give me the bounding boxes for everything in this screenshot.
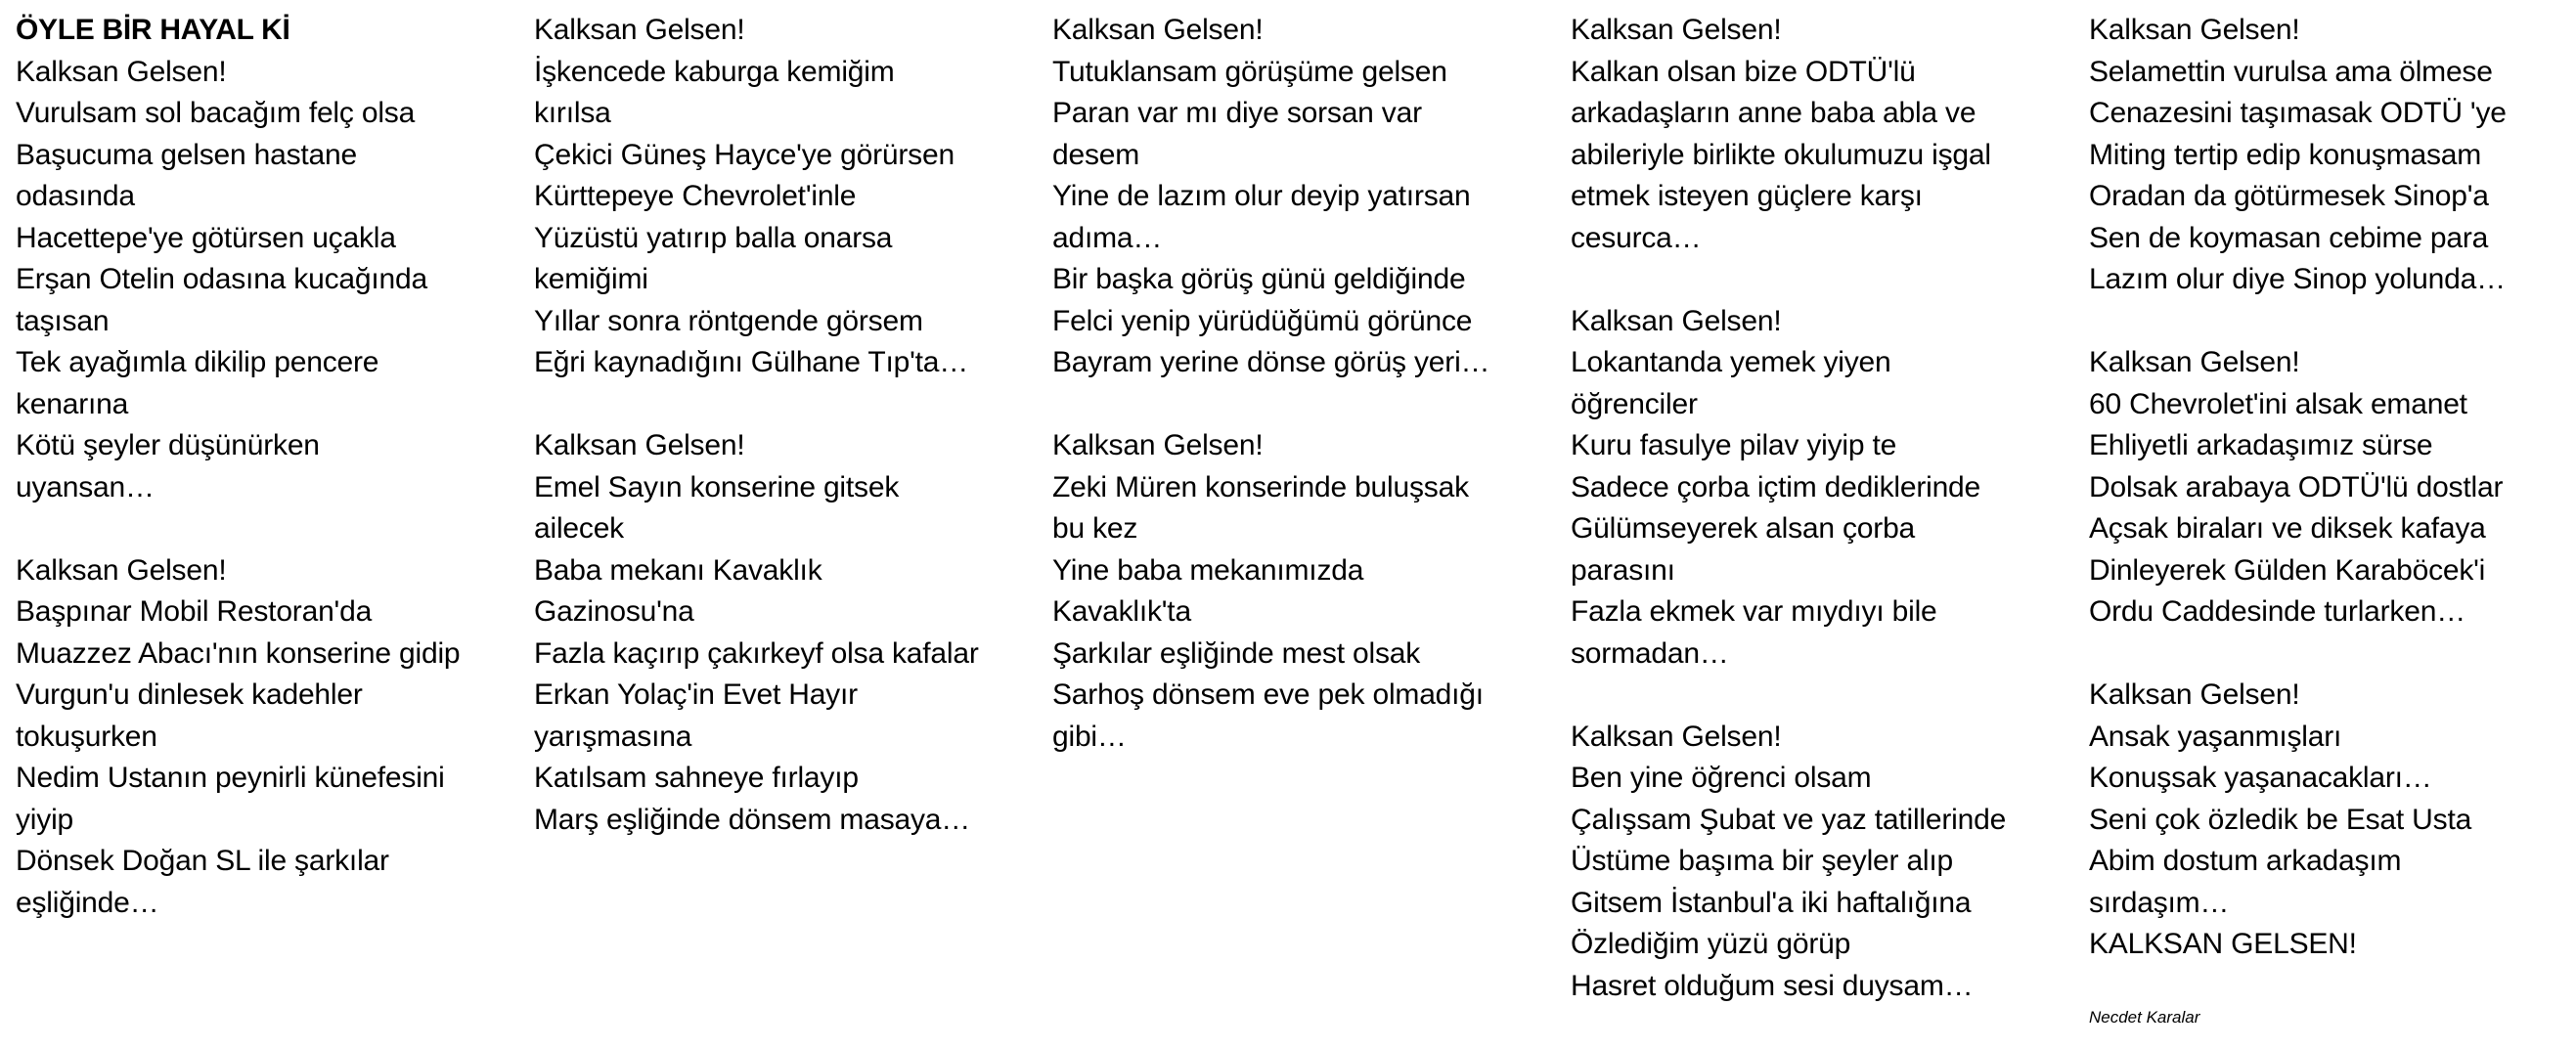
stanza	[2089, 10, 2576, 301]
poem-line: Konuşsak yaşanacakları…	[2089, 762, 2432, 794]
poem-line: Kalksan Gelsen!	[534, 14, 745, 46]
poem-line: Kavaklık'ta	[1052, 595, 1191, 628]
poem-line: Kalksan Gelsen!	[2089, 14, 2300, 46]
poem-line: Felci yenip yürüdüğümü görünce	[1052, 304, 1473, 337]
poem-line: Baba mekanı Kavaklık	[534, 553, 822, 587]
stanza	[534, 425, 1047, 841]
poem-line: İşkencede kaburga kemiğim	[534, 55, 895, 88]
poem-line: Vurgun'u dinlesek kadehler	[16, 678, 363, 711]
poem-line: Sen de koymasan cebime para	[2089, 221, 2489, 254]
poem-line: ailecek	[534, 512, 624, 545]
poem-line: Ehliyetli arkadaşımız sürse	[2089, 429, 2433, 461]
stanza	[16, 52, 529, 509]
poem-column-4	[1571, 10, 2084, 1049]
poem-line: Selamettin vurulsa ama ölmese	[2089, 55, 2493, 88]
poem-line: tokuşurken	[16, 720, 157, 753]
poem-line: arkadaşların anne baba abla ve	[1571, 97, 1976, 129]
poem-line: Kalksan Gelsen!	[1571, 720, 1782, 753]
poem-line: taşısan	[16, 304, 110, 337]
poem-line: Fazla kaçırıp çakırkeyf olsa kafalar	[534, 636, 979, 670]
stanza	[1571, 717, 2084, 1008]
poem-column-1	[16, 10, 529, 966]
poem-line: Kalksan Gelsen!	[16, 553, 227, 587]
poem-line: Dönsek Doğan SL ile şarkılar	[16, 845, 389, 877]
poem-line: Sadece çorba içtim dediklerinde	[1571, 470, 1981, 503]
poem-line: Kalksan Gelsen!	[1571, 304, 1782, 337]
poem-line: Marş eşliğinde dönsem masaya…	[534, 803, 971, 836]
poem-title: ÖYLE BİR HAYAL Kİ	[16, 14, 290, 46]
poem-line: Hasret olduğum sesi duysam…	[1571, 969, 1974, 1002]
poem-line: Ben yine öğrenci olsam	[1571, 762, 1872, 794]
poem-line: Abim dostum arkadaşım	[2089, 845, 2402, 877]
stanza	[1571, 301, 2084, 676]
poem-line: yarışmasına	[534, 720, 692, 753]
poem-line: desem	[1052, 138, 1140, 171]
poem-line: Lazım olur diye Sinop yolunda…	[2089, 263, 2506, 295]
poem-line: Miting tertip edip konuşmasam	[2089, 138, 2482, 171]
poem-line: Erkan Yolaç'in Evet Hayır	[534, 678, 858, 711]
poem-line: Çalışsam Şubat ve yaz tatillerinde	[1571, 803, 2007, 836]
poem-line: Emel Sayın konserine gitsek	[534, 470, 900, 503]
poem-line: Tek ayağımla dikilip pencere	[16, 346, 379, 378]
poem-line: sırdaşım…	[2089, 886, 2230, 919]
author-signature: Necdet Karalar	[2089, 1008, 2200, 1027]
poem-line: adıma…	[1052, 221, 1163, 254]
poem-line: Çekici Güneş Hayce'ye görürsen	[534, 138, 955, 171]
poem-line: KALKSAN GELSEN!	[2089, 928, 2357, 960]
poem-line: Yıllar sonra röntgende görsem	[534, 304, 923, 337]
poem-line: Kalkan olsan bize ODTÜ'lü	[1571, 55, 1916, 88]
poem-line: Başpınar Mobil Restoran'da	[16, 595, 373, 628]
poem-line: Dinleyerek Gülden Karaböcek'i	[2089, 553, 2486, 587]
poem-line: Muazzez Abacı'nın konserine gidip	[16, 636, 461, 670]
poem-line: Kürttepeye Chevrolet'inle	[534, 180, 857, 212]
poem-column-3	[1052, 10, 1566, 800]
poem-line: Kuru fasulye pilav yiyip te	[1571, 429, 1897, 461]
stanza	[2089, 342, 2576, 634]
poem-line: Ordu Caddesinde turlarken…	[2089, 595, 2466, 628]
poem-line: Zeki Müren konserinde buluşsak	[1052, 470, 1469, 503]
poem-line: Yine baba mekanımızda	[1052, 553, 1364, 587]
stanza	[1052, 10, 1566, 384]
poem-line: Yüzüstü yatırıp balla onarsa	[534, 221, 893, 254]
stanza	[534, 10, 1047, 384]
poem-line: etmek isteyen güçlere karşı	[1571, 180, 1923, 212]
poem-line: kırılsa	[534, 97, 611, 129]
poem-line: Gülümseyerek alsan çorba	[1571, 512, 1916, 545]
poem-line: Lokantanda yemek yiyen	[1571, 346, 1891, 378]
poem-column-2	[534, 10, 1047, 883]
poem-line: Kalksan Gelsen!	[16, 55, 227, 88]
poem-line: bu kez	[1052, 512, 1138, 545]
poem-line: Bayram yerine dönse görüş yeri…	[1052, 346, 1490, 378]
poem-line: eşliğinde…	[16, 886, 159, 919]
poem-line: odasında	[16, 180, 135, 212]
poem-line: Bir başka görüş günü geldiğinde	[1052, 263, 1466, 295]
poem-line: Yine de lazım olur deyip yatırsan	[1052, 180, 1471, 212]
poem-line: Üstüme başıma bir şeyler alıp	[1571, 845, 1954, 877]
poem-line: Eğri kaynadığını Gülhane Tıp'ta…	[534, 346, 969, 378]
poem-line: Kalksan Gelsen!	[534, 429, 745, 461]
poem-line: Gazinosu'na	[534, 595, 694, 628]
poem-line: Başucuma gelsen hastane	[16, 138, 357, 171]
poem-line: Kalksan Gelsen!	[1052, 14, 1264, 46]
poem-line: Açsak biraları ve diksek kafaya	[2089, 512, 2486, 545]
poem-line: öğrenciler	[1571, 387, 1698, 420]
poem-line: Kalksan Gelsen!	[1571, 14, 1782, 46]
stanza	[1571, 10, 2084, 259]
poem-line: Şarkılar eşliğinde mest olsak	[1052, 636, 1421, 670]
poem-line: uyansan…	[16, 470, 155, 503]
poem-line: Katılsam sahneye fırlayıp	[534, 762, 859, 794]
poem-line: Özlediğim yüzü görüp	[1571, 928, 1851, 960]
poem-line: sormadan…	[1571, 636, 1729, 670]
poem-line: Erşan Otelin odasına kucağında	[16, 263, 427, 295]
poem-column-5	[2089, 10, 2576, 1007]
poem-line: Dolsak arabaya ODTÜ'lü dostlar	[2089, 470, 2504, 503]
poem-line: Oradan da götürmesek Sinop'a	[2089, 180, 2489, 212]
poem-line: Gitsem İstanbul'a iki haftalığına	[1571, 886, 1972, 919]
poem-line: Cenazesini taşımasak ODTÜ 'ye	[2089, 97, 2507, 129]
poem-line: Kalksan Gelsen!	[1052, 429, 1264, 461]
poem-line: Sarhoş dönsem eve pek olmadığı	[1052, 678, 1484, 711]
stanza	[2089, 675, 2576, 966]
stanza	[1052, 425, 1566, 758]
poem-line: gibi…	[1052, 720, 1127, 753]
poem-line: Tutuklansam görüşüme gelsen	[1052, 55, 1447, 88]
poem-line: Nedim Ustanın peynirli künefesini	[16, 762, 445, 794]
poem-line: Seni çok özledik be Esat Usta	[2089, 803, 2472, 836]
poem-line: abileriyle birlikte okulumuzu işgal	[1571, 138, 1991, 171]
poem-line: Kalksan Gelsen!	[2089, 678, 2300, 711]
poem-line: Vurulsam sol bacağım felç olsa	[16, 97, 416, 129]
poem-line: Kötü şeyler düşünürken	[16, 429, 320, 461]
poem-line: Hacettepe'ye götürsen uçakla	[16, 221, 396, 254]
poem-line: yiyip	[16, 803, 74, 836]
poem-line: kenarına	[16, 387, 129, 420]
poem-line: Kalksan Gelsen!	[2089, 346, 2300, 378]
poem-line: Fazla ekmek var mıydıyı bile	[1571, 595, 1937, 628]
poem-line: Ansak yaşanmışları	[2089, 720, 2342, 753]
stanza	[16, 550, 529, 925]
poem-line: 60 Chevrolet'ini alsak emanet	[2089, 387, 2467, 420]
poem-line: kemiğimi	[534, 263, 648, 295]
poem-line: parasını	[1571, 553, 1675, 587]
poem-line: Paran var mı diye sorsan var	[1052, 97, 1422, 129]
poem-line: cesurca…	[1571, 221, 1702, 254]
